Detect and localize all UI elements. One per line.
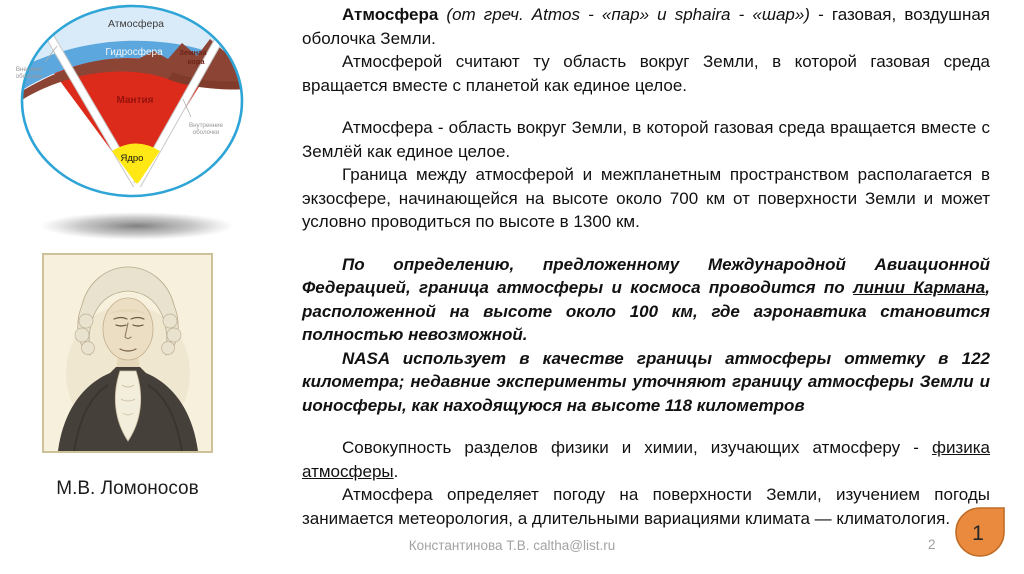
portrait-caption: М.В. Ломоносов <box>56 478 199 499</box>
paragraph <box>302 163 990 234</box>
crust-label-line1: Земная <box>179 48 207 57</box>
earth-layers-diagram <box>15 2 249 244</box>
crust-label-line2: кора <box>187 57 205 66</box>
lomonosov-portrait <box>42 253 213 453</box>
outer-shells-label-line2: оболочки <box>15 73 43 80</box>
text-run: Атмосферой считают ту область вокруг Земли, в которой газовая среда вращается вместе с планетой как единое целое. <box>302 52 990 95</box>
paragraph <box>302 50 990 97</box>
text-run: Атмосфера - область вокруг Земли, в которой газовая среда вращается вместе с Землёй как единое целое. <box>302 118 990 161</box>
text-run: , расположенной на высоте около 100 км, где аэронавтика становится полностью невозможной. <box>302 278 990 344</box>
atmosphere-label: Атмосфера <box>107 18 165 30</box>
paragraph <box>302 253 990 347</box>
text-run: . <box>393 461 399 481</box>
paragraph <box>302 483 990 530</box>
corner-badge <box>955 507 1005 557</box>
text-run: линии Кармана <box>853 278 986 297</box>
core-label: Ядро <box>120 153 144 164</box>
outer-shells-label-line1: Внешние <box>15 66 43 73</box>
paragraph <box>302 3 990 50</box>
text-run: NASA использует в качестве границы атмосферы отметку в 122 километра; недавние эксперименты уточняют границу атмосферы Земли и ионосферы, как находящуюся на высоте 118 километров <box>302 348 990 415</box>
text-run: По определению, предложенному Международной Авиационной Федерацией, граница атмосферы и космоса проводится по <box>302 254 990 297</box>
text-run: Совокупность разделов физики и химии, изучающих атмосферу - <box>342 438 932 457</box>
text-run: (от греч. Atmos - «пар» и sphaira - «шар») <box>438 5 810 24</box>
inner-shells-label-line2: оболочки <box>192 129 220 136</box>
page-number: 2 <box>928 537 936 552</box>
globe-shadow <box>40 212 234 240</box>
footer-author: Константинова Т.В. caltha@list.ru <box>408 538 616 553</box>
paragraph <box>302 347 990 418</box>
corner-badge-label: 1 <box>972 522 984 545</box>
lomonosov-portrait-sketch <box>44 255 211 451</box>
text-run: Граница между атмосферой и межпланетным пространством располагается в экзосфере, начинающейся на высоте около 700 км от поверхности Земли и может условно проводиться по высоте в 1300 км. <box>302 165 990 231</box>
text-run: - газовая, воздушная оболочка Земли. <box>302 5 990 48</box>
text-run: физика атмосферы <box>302 438 990 481</box>
inner-shells-label-line1: Внутренние <box>188 122 224 129</box>
hydrosphere-label: Гидросфера <box>105 47 163 58</box>
mantle-label: Мантия <box>116 95 154 106</box>
text-run: Атмосфера определяет погоду на поверхности Земли, изучением погоды занимается метеорология, а длительными вариациями климата — климатология. <box>302 485 990 528</box>
paragraph <box>302 436 990 483</box>
earth-layers-svg <box>15 2 249 244</box>
body-text <box>302 3 990 530</box>
text-run: Атмосфера <box>342 5 439 24</box>
paragraph <box>302 116 990 163</box>
corner-badge-shape <box>955 507 1005 557</box>
